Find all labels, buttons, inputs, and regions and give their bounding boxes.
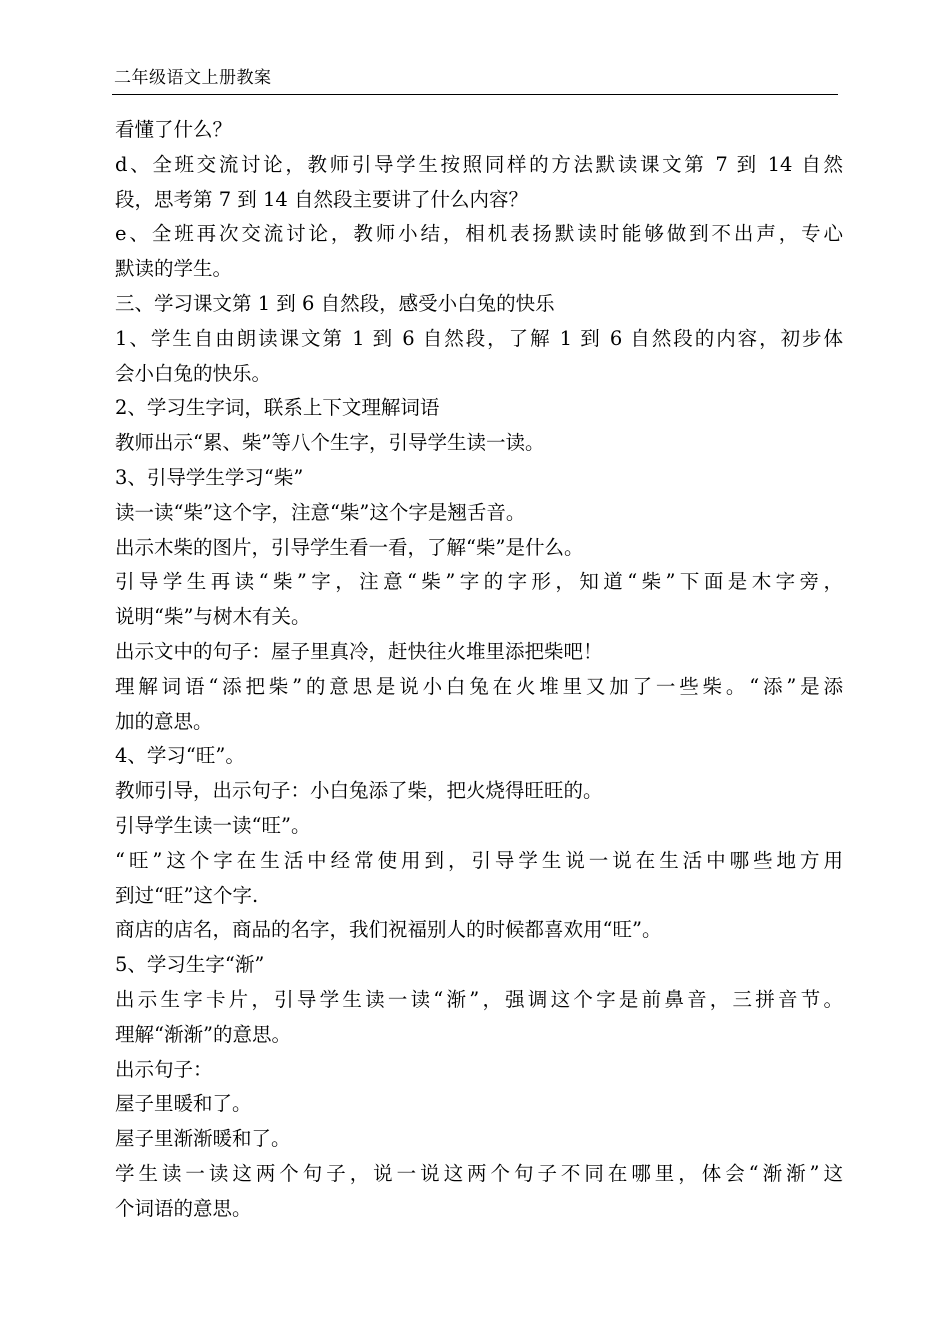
text-line: 商店的店名，商品的名字，我们祝福别人的时候都喜欢用“旺”。	[115, 918, 662, 942]
text-line: 出示生字卡片，引导学生读一读“渐”，强调这个字是前鼻音，三拼音节。	[115, 987, 843, 1011]
example-sentence: 屋子里渐渐暖和了。	[115, 1127, 291, 1151]
text-line: 看懂了什么？	[115, 118, 233, 141]
document-body	[115, 113, 843, 1227]
text-line: 出示文中的句子：屋子里真冷，赶快往火堆里添把柴吧！	[115, 639, 603, 663]
text-line: “旺”这个字在生活中经常使用到，引导学生说一说在生活中哪些地方用	[115, 848, 843, 872]
subheading: 3、引导学生学习“柴”	[115, 465, 304, 489]
header-title: 二年级语文上册教案	[114, 68, 272, 88]
text-line: 教师出示“累、柴”等八个生字，引导学生读一读。	[115, 431, 545, 455]
text-line: 会小白兔的快乐。	[115, 361, 272, 385]
subheading: 2、学习生字词，联系上下文理解词语	[115, 396, 440, 420]
example-sentence: 屋子里暖和了。	[115, 1092, 252, 1116]
subheading: 4、学习“旺”。	[115, 744, 245, 768]
text-line: 引导学生读一读“旺”。	[115, 813, 311, 837]
text-line: 到过“旺”这个字.	[115, 883, 259, 907]
text-line: 理解“渐渐”的意思。	[115, 1022, 291, 1046]
text-line: 个词语的意思。	[115, 1196, 252, 1220]
text-line: 学生读一读这两个句子，说一说这两个句子不同在哪里，体会“渐渐”这	[115, 1161, 843, 1185]
text-line: 引导学生再读“柴”字，注意“柴”字的字形，知道“柴”下面是木字旁，	[115, 570, 843, 594]
text-line: 加的意思。	[115, 709, 213, 733]
text-line: 出示句子：	[115, 1057, 213, 1081]
page-header	[112, 64, 838, 95]
subheading: 5、学习生字“渐”	[115, 953, 265, 977]
text-line: 默读的学生。	[115, 257, 233, 281]
text-line: 说明“柴”与树木有关。	[115, 605, 311, 629]
text-line: 段，思考第 7 到 14 自然段主要讲了什么内容？	[115, 187, 529, 211]
text-line: 教师引导，出示句子：小白兔添了柴，把火烧得旺旺的。	[115, 779, 603, 803]
text-line: d、全班交流讨论，教师引导学生按照同样的方法默读课文第 7 到 14 自然	[115, 152, 843, 176]
text-line: 理解词语“添把柴”的意思是说小白兔在火堆里又加了一些柴。“添”是添	[115, 674, 843, 698]
text-line: 出示木柴的图片，引导学生看一看，了解“柴”是什么。	[115, 535, 584, 559]
text-line: e、全班再次交流讨论，教师小结，相机表扬默读时能够做到不出声，专心	[115, 222, 843, 246]
text-line: 1、学生自由朗读课文第 1 到 6 自然段，了解 1 到 6 自然段的内容，初步体	[115, 326, 843, 350]
text-line: 读一读“柴”这个字，注意“柴”这个字是翘舌音。	[115, 500, 526, 524]
section-heading: 三、学习课文第 1 到 6 自然段，感受小白兔的快乐	[115, 291, 555, 315]
